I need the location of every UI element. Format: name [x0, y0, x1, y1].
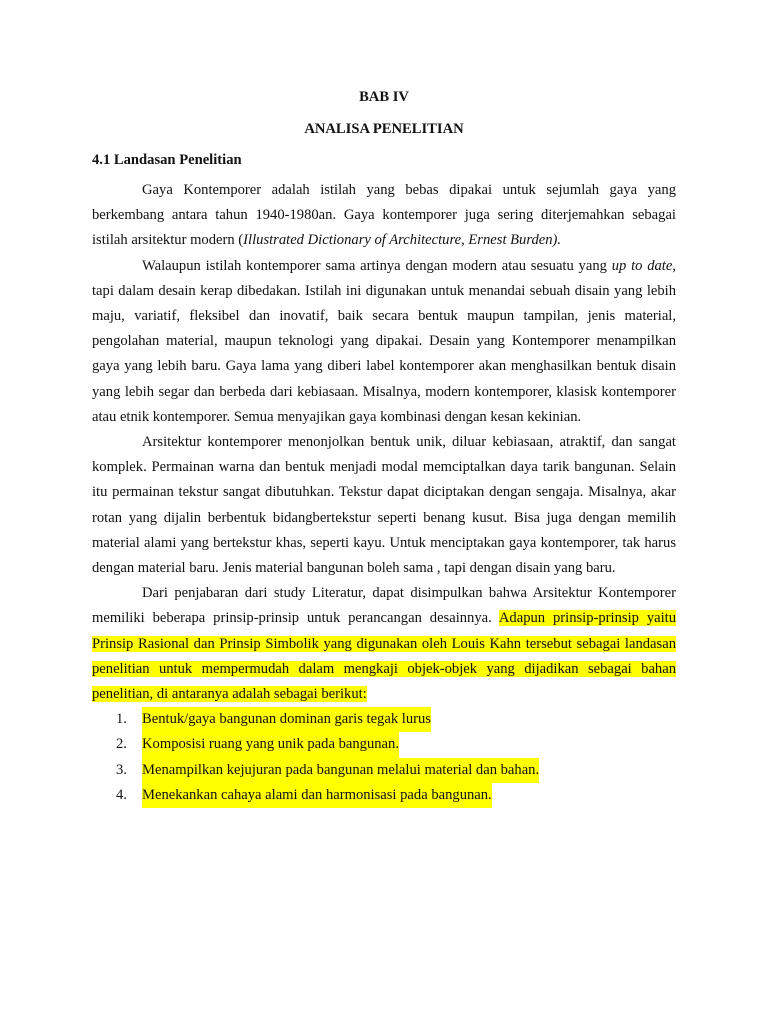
list-item-number: 1. [116, 711, 127, 728]
list-item [92, 732, 676, 757]
list-item [92, 783, 676, 808]
list-item-number: 3. [116, 761, 127, 778]
paragraph-4-highlight: Adapun prinsip-prinsip yaitu Prinsip Rasional dan Prinsip Simbolik yang digunakan oleh Louis Kahn tersebut sebagai landasan penelitian untuk mempermudah dalam mengkaji objek-objek yang dijadikan sebagai bahan penelitian, di antaranya adalah sebagai berikut: [92, 610, 676, 703]
paragraph-1-citation: Illustrated Dictionary of Architecture, Ernest Burden). [243, 232, 562, 249]
list-item-number: 4. [116, 786, 127, 803]
list-item-text: Menekankan cahaya alami dan harmonisasi pada bangunan. [142, 783, 492, 808]
list-item-text: Menampilkan kejujuran pada bangunan melalui material dan bahan. [142, 758, 539, 783]
list-item-number: 2. [116, 736, 127, 753]
paragraph-4 [92, 581, 676, 707]
paragraph-4-text: Dari penjabaran dari study Literatur, dapat disimpulkan bahwa Arsitektur Kontemporer memiliki beberapa prinsip-prinsip untuk perancangan desainnya. [92, 585, 676, 627]
list-item-text: Komposisi ruang yang unik pada bangunan. [142, 732, 399, 757]
document-body [92, 178, 676, 808]
paragraph-2-start: Walaupun istilah kontemporer sama artinya dengan modern atau sesuatu yang [142, 257, 612, 274]
list-item [92, 707, 676, 732]
paragraph-2-italic: up to date, [611, 257, 676, 274]
paragraph-1-text: Gaya Kontemporer adalah istilah yang bebas dipakai untuk sejumlah gaya yang berkembang antara tahun 1940-1980an. Gaya kontemporer juga sering diterjemahkan sebagai istilah arsitektur modern ( [92, 182, 676, 249]
section-heading: 4.1 Landasan Penelitian [92, 152, 242, 168]
paragraph-1 [92, 178, 676, 254]
chapter-number: BAB IV [359, 89, 409, 105]
paragraph-2-rest: tapi dalam desain kerap dibedakan. Istilah ini digunakan untuk menandai sebuah disain yang lebih maju, variatif, fleksibel dan inovatif, baik secara bentuk maupun tampilan, jenis material, pengolahan material, maupun teknologi yang dipakai. Desain yang Kontemporer menampilkan gaya yang lebih baru. Gaya lama yang diberi label kontemporer akan menghasilkan bentuk disain yang lebih segar dan berbeda dari kebiasaan. Misalnya, modern kontemporer, klasisk kontemporer atau etnik kontemporer. Semua menyajikan gaya kombinasi dengan kesan kekinian. [92, 282, 676, 425]
list-item [92, 758, 676, 783]
paragraph-3: Arsitektur kontemporer menonjolkan bentuk unik, diluar kebiasaan, atraktif, dan sangat komplek. Permainan warna dan bentuk menjadi modal memciptalkan daya tarik bangunan. Selain itu permainan tekstur sangat dibutuhkan. Tekstur dapat diciptakan dengan sengaja. Misalnya, akar rotan yang dijalin berbentuk bidangbertekstur seperti benang kusut. Bisa juga dengan memilih material alami yang bertekstur khas, seperti kayu. Untuk menciptakan gaya kontemporer, tak harus dengan material baru. Jenis material bangunan boleh sama , tapi dengan disain yang baru. [92, 434, 676, 577]
chapter-title: ANALISA PENELITIAN [304, 121, 464, 137]
list-item-text: Bentuk/gaya bangunan dominan garis tegak lurus [142, 707, 431, 732]
principles-list [92, 707, 676, 808]
paragraph-2 [92, 254, 676, 430]
